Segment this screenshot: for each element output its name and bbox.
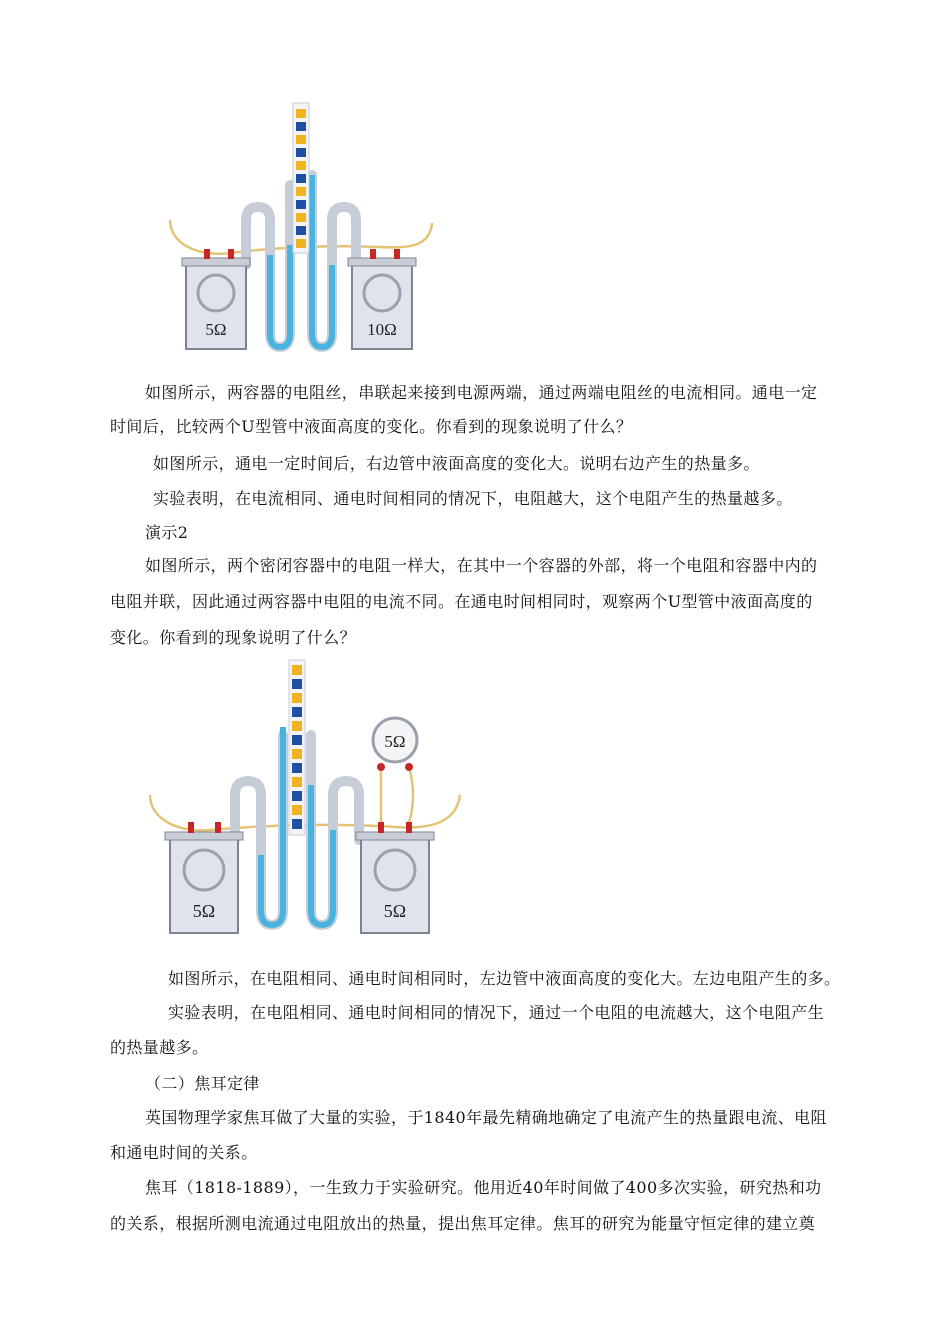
external-terminal [405,763,413,771]
paragraph-3: 实验表明，在电流相同、通电时间相同的情况下，电阻越大，这个电阻产生的热量越多。 [153,489,793,508]
right-terminal [370,249,376,259]
section-heading: （二）焦耳定律 [145,1074,260,1093]
right-resistor-label: 10Ω [367,320,397,339]
right-terminal [394,249,400,259]
paragraph-2: 如图所示，通电一定时间后，右边管中液面高度的变化大。说明右边产生的热量多。 [153,454,760,473]
right-terminal [406,822,412,833]
wire [409,767,413,823]
figure-series-circuit [150,95,450,360]
external-terminal [377,763,385,771]
right-container-lid [348,258,416,266]
ruler-marks [296,109,306,248]
paragraph-6-line-1: 实验表明，在电阻相同、通电时间相同的情况下，通过一个电阻的电流越大，这个电阻产生 [168,1003,825,1022]
left-container-lid [182,258,250,266]
paragraph-7-line-1: 英国物理学家焦耳做了大量的实验，于1840年最先精确地确定了电流产生的热量跟电流、电阻 [145,1108,827,1127]
paragraph-4-line-1: 如图所示，两个密闭容器中的电阻一样大，在其中一个容器的外部，将一个电阻和容器中内的 [145,556,818,575]
demo-2-heading: 演示2 [145,523,189,542]
paragraph-8-line-2: 的关系，根据所测电流通过电阻放出的热量，提出焦耳定律。焦耳的研究为能量守恒定律的建立奠 [110,1214,816,1233]
paragraph-5: 如图所示，在电阻相同、通电时间相同时，左边管中液面高度的变化大。左边电阻产生的多。 [168,969,841,988]
left-terminal [228,249,234,259]
left-terminal [188,822,194,833]
paragraph-6-line-2: 的热量越多。 [110,1038,209,1057]
left-resistor-label: 5Ω [192,901,216,921]
paragraph-1-line-1: 如图所示，两容器的电阻丝，串联起来接到电源两端，通过两端电阻丝的电流相同。通电一定 [145,383,818,402]
left-resistor-label: 5Ω [205,320,227,339]
figure-parallel-circuit [145,655,470,945]
paragraph-7-line-2: 和通电时间的关系。 [110,1143,258,1162]
left-terminal [215,822,221,833]
left-u-tube-liquid [270,245,290,347]
left-terminal [204,249,210,259]
right-resistor-label: 5Ω [383,901,407,921]
paragraph-4-line-3: 变化。你看到的现象说明了什么？ [110,628,357,647]
right-terminal [378,822,384,833]
external-resistor-label: 5Ω [384,732,406,751]
right-container-lid [356,832,434,840]
paragraph-4-line-2: 电阻并联，因此通过两容器中电阻的电流不同。在通电时间相同时，观察两个U型管中液面高度的 [110,592,813,611]
left-container-lid [165,832,243,840]
paragraph-8-line-1: 焦耳（1818-1889），一生致力于实验研究。他用近40年时间做了400多次实验，研究热和功 [145,1178,822,1197]
paragraph-1-line-2: 时间后，比较两个U型管中液面高度的变化。你看到的现象说明了什么？ [110,417,633,436]
